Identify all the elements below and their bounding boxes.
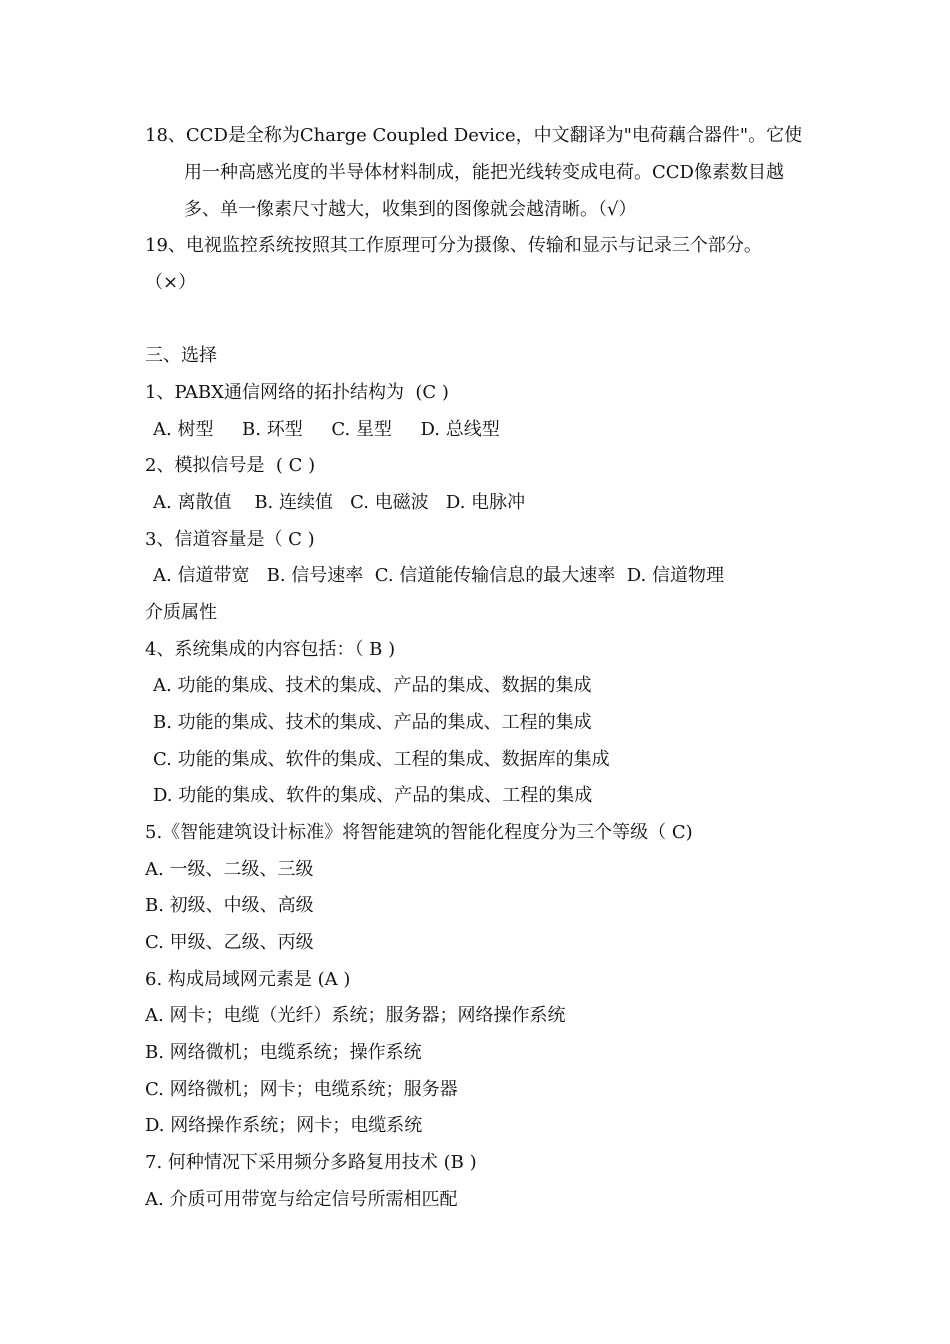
q7-stem: 7. 何种情况下采用频分多路复用技术 (B )	[145, 1152, 477, 1173]
q6-option-d: D. 网络操作系统；网卡；电缆系统	[145, 1115, 423, 1136]
q1-stem: 1、PABX通信网络的拓扑结构为 (C )	[145, 382, 449, 403]
q6-option-a: A. 网卡；电缆（光纤）系统；服务器；网络操作系统	[145, 1005, 566, 1026]
q4-option-b: B. 功能的集成、技术的集成、产品的集成、工程的集成	[153, 712, 592, 733]
tf19-line-1: 19、电视监控系统按照其工作原理可分为摄像、传输和显示与记录三个部分。	[145, 235, 762, 256]
q7-option-a: A. 介质可用带宽与给定信号所需相匹配	[145, 1189, 458, 1210]
q3-stem: 3、信道容量是（ C )	[145, 529, 315, 550]
q5-option-c: C. 甲级、乙级、丙级	[145, 932, 314, 953]
q2-stem: 2、模拟信号是 ( C )	[145, 455, 316, 476]
tf19-line-2: （×）	[145, 272, 197, 293]
tf18-line-3: 多、单一像素尺寸越大，收集到的图像就会越清晰。（√）	[184, 199, 637, 220]
q4-option-a: A. 功能的集成、技术的集成、产品的集成、数据的集成	[153, 675, 592, 696]
section-title: 三、选择	[145, 345, 217, 366]
q6-option-c: C. 网络微机；网卡；电缆系统；服务器	[145, 1079, 458, 1100]
q4-stem: 4、系统集成的内容包括：（ B )	[145, 639, 396, 660]
q5-option-b: B. 初级、中级、高级	[145, 895, 314, 916]
q4-option-c: C. 功能的集成、软件的集成、工程的集成、数据库的集成	[153, 749, 610, 770]
q3-options-cont: 介质属性	[145, 602, 217, 623]
tf18-line-2: 用一种高感光度的半导体材料制成，能把光线转变成电荷。CCD像素数目越	[184, 162, 784, 183]
q6-option-b: B. 网络微机；电缆系统；操作系统	[145, 1042, 422, 1063]
q4-option-d: D. 功能的集成、软件的集成、产品的集成、工程的集成	[153, 785, 593, 806]
q2-options: A. 离散值 B. 连续值 C. 电磁波 D. 电脉冲	[153, 492, 526, 513]
q5-option-a: A. 一级、二级、三级	[145, 859, 314, 880]
tf18-line-1: 18、CCD是全称为Charge Coupled Device，中文翻译为"电荷藕合器件"。它使	[145, 125, 803, 146]
q3-options: A. 信道带宽 B. 信号速率 C. 信道能传输信息的最大速率 D. 信道物理	[153, 565, 724, 586]
q5-stem: 5.《智能建筑设计标准》将智能建筑的智能化程度分为三个等级（ C)	[145, 822, 693, 843]
q1-options: A. 树型 B. 环型 C. 星型 D. 总线型	[153, 419, 500, 440]
q6-stem: 6. 构成局域网元素是 (A )	[145, 969, 351, 990]
